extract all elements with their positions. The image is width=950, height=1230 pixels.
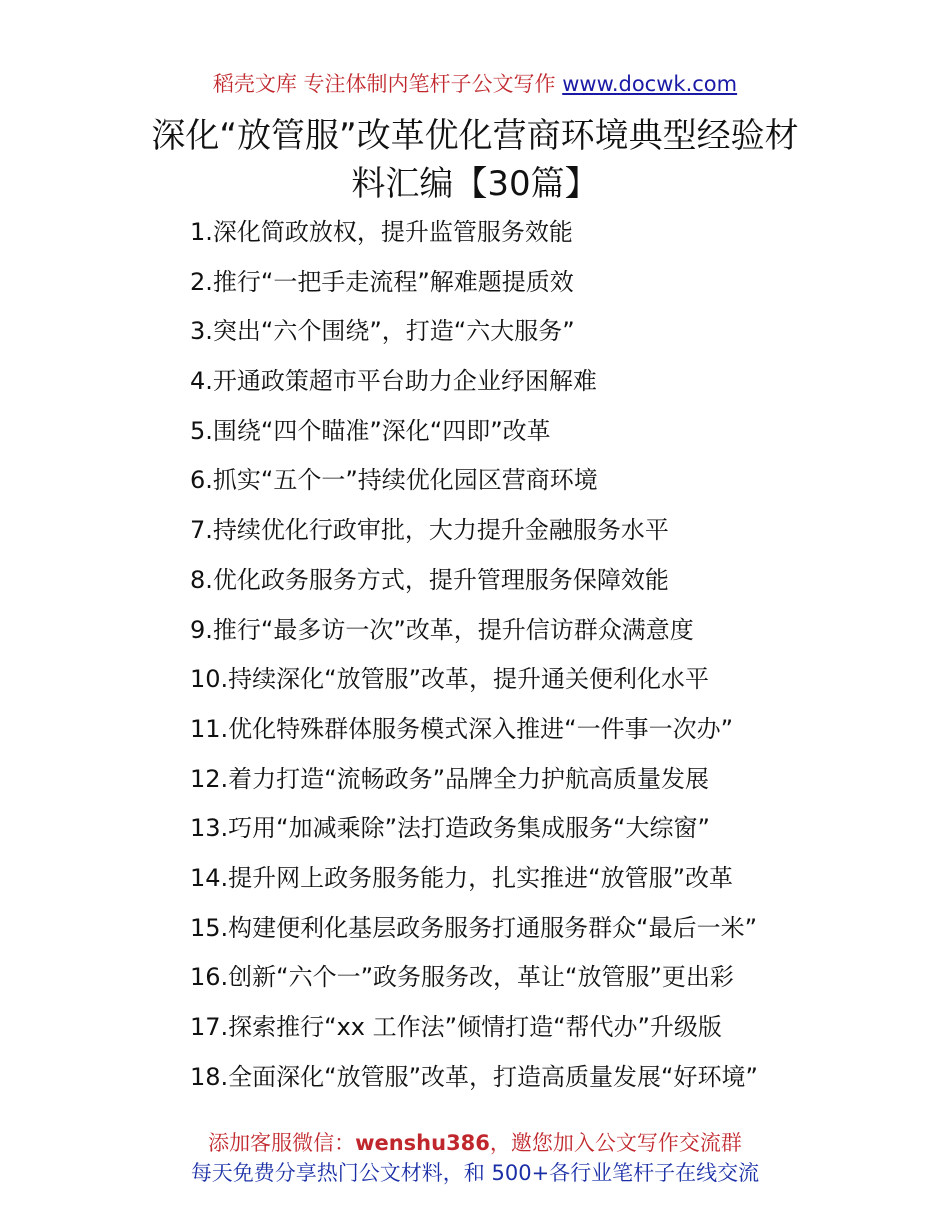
header-site-link[interactable]: www.docwk.com [562,72,738,96]
toc-item: 8.优化政务服务方式，提升管理服务保障效能 [190,565,669,594]
table-of-contents [190,212,758,1106]
toc-item: 13.巧用“加减乘除”法打造政务集成服务“大综窗” [190,814,710,843]
header-brand-text: 稻壳文库 专注体制内笔杆子公文写作 [212,72,563,96]
footer-wechat-suffix: ，邀您加入公文写作交流群 [489,1131,742,1155]
toc-item: 15.构建便利化基层政务服务打通服务群众“最后一米” [190,913,758,942]
footer-wechat-prefix: 添加客服微信： [208,1131,356,1155]
toc-item: 7.持续优化行政审批，大力提升金融服务水平 [190,516,669,545]
site-header [0,68,950,98]
toc-item: 6.抓实“五个一”持续优化园区营商环境 [190,466,598,495]
toc-item: 1.深化简政放权，提升监管服务效能 [190,218,573,246]
footer-share-line: 每天免费分享热门公文材料，和 500+各行业笔杆子在线交流 [190,1161,760,1185]
toc-item: 4.开通政策超市平台助力企业纾困解难 [190,367,597,396]
toc-item: 5.围绕“四个瞄准”深化“四即”改革 [190,416,551,445]
toc-item: 12.着力打造“流畅政务”品牌全力护航高质量发展 [190,764,710,793]
toc-item: 17.探索推行“xx 工作法”倾情打造“帮代办”升级版 [190,1013,722,1041]
toc-item: 2.推行“一把手走流程”解难题提质效 [190,267,574,296]
toc-item: 11.优化特殊群体服务模式深入推进“一件事一次办” [190,714,734,743]
title-line-1: 深化“放管服”改革优化营商环境典型经验材 [151,116,799,156]
toc-item: 10.持续深化“放管服”改革，提升通关便利化水平 [190,665,710,694]
promo-footer [0,1128,950,1188]
toc-item: 16.创新“六个一”政务服务改，革让“放管服”更出彩 [190,963,734,992]
footer-wechat-line [0,1128,950,1158]
document-title [0,112,950,208]
toc-item: 9.推行“最多访一次”改革，提升信访群众满意度 [190,615,694,644]
footer-wechat-id: wenshu386 [355,1131,490,1155]
toc-item: 3.突出“六个围绕”，打造“六大服务” [190,317,575,346]
toc-item: 14.提升网上政务服务能力，扎实推进“放管服”改革 [190,863,734,892]
toc-item: 18.全面深化“放管服”改革，打造高质量发展“好环境” [190,1062,758,1091]
title-line-2: 料汇编【30篇】 [351,164,599,204]
